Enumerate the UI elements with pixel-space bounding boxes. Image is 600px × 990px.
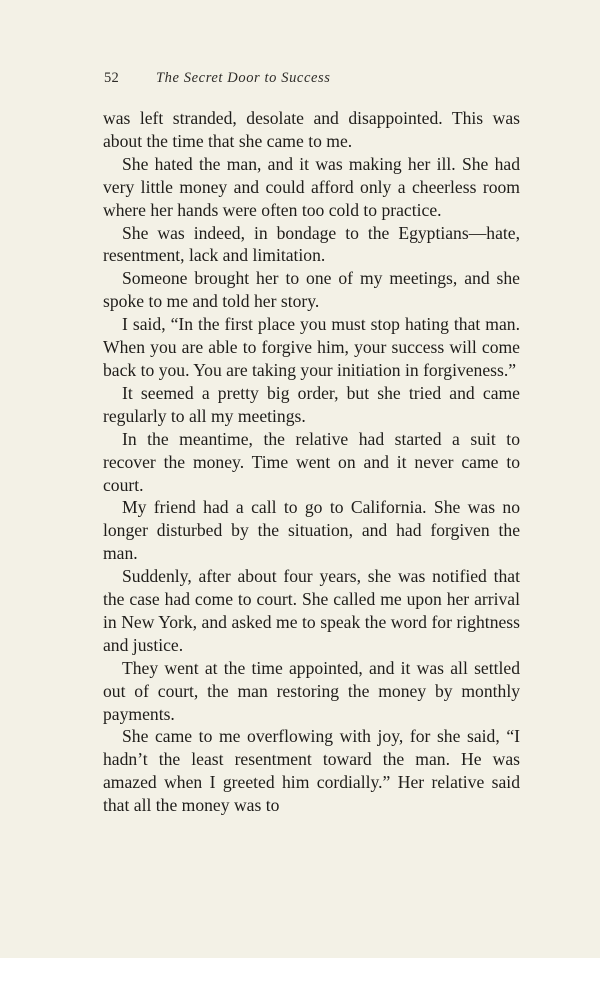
body-text bbox=[103, 107, 520, 817]
book-title: The Secret Door to Success bbox=[156, 70, 331, 86]
paragraph: She was indeed, in bondage to the Egyptians—hate, resentment, lack and limitation. bbox=[103, 222, 520, 266]
bottom-margin bbox=[0, 958, 600, 990]
paragraph: In the meantime, the relative had started a suit to recover the money. Time went on and it never came to court. bbox=[103, 428, 520, 495]
running-head bbox=[104, 70, 331, 87]
page-number: 52 bbox=[104, 70, 119, 86]
paragraph: They went at the time appointed, and it was all settled out of court, the man restoring the money by monthly payments. bbox=[103, 657, 520, 724]
paragraph: She hated the man, and it was making her ill. She had very little money and could afford only a cheerless room where her hands were often too cold to practice. bbox=[103, 153, 520, 220]
paragraph: Suddenly, after about four years, she was notified that the case had come to court. She called me upon her arrival in New York, and asked me to speak the word for rightness and justice. bbox=[103, 566, 520, 655]
paragraph: My friend had a call to go to California. She was no longer disturbed by the situation, and had forgiven the man. bbox=[103, 497, 520, 564]
paragraph-continued: was left stranded, desolate and disappointed. This was about the time that she came to me. bbox=[103, 108, 520, 151]
paragraph: She came to me overflowing with joy, for she said, “I hadn’t the least resentment toward the man. He was amazed when I greeted him cordially.” Her relative said that all the money was to bbox=[103, 726, 520, 816]
paragraph: It seemed a pretty big order, but she tried and came regularly to all my meetings. bbox=[103, 382, 520, 426]
paragraph: Someone brought her to one of my meetings, and she spoke to me and told her story. bbox=[103, 268, 520, 312]
paragraph: I said, “In the first place you must stop hating that man. When you are able to forgive him, your success will come back to you. You are taking your initiation in forgiveness.” bbox=[103, 314, 520, 380]
